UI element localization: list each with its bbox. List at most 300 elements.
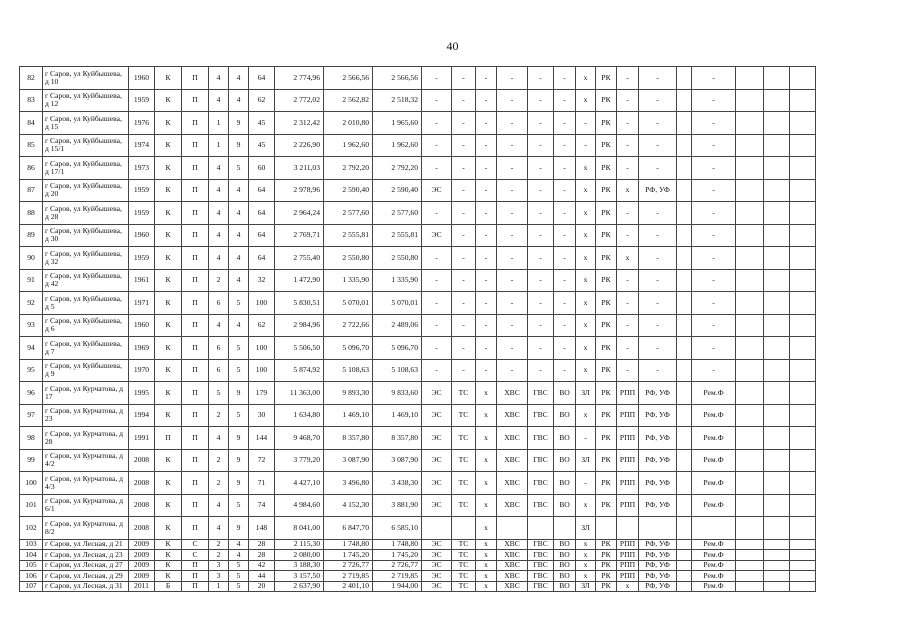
cell-floor-type: П (182, 134, 209, 157)
cell-extra-4 (790, 449, 816, 472)
cell-floors: 9 (229, 472, 249, 495)
cell-row-number: 96 (20, 382, 43, 405)
cell-extra-1 (677, 359, 692, 382)
cell-electric: - (422, 112, 452, 135)
cell-heating: - (452, 314, 476, 337)
cell-repair-fund: - (692, 202, 736, 225)
cell-heating: - (452, 337, 476, 360)
cell-extra-2 (736, 449, 764, 472)
cell-gas: - (476, 112, 497, 135)
cell-chute: - (576, 134, 596, 157)
cell-residential-area: 2 719,85 (373, 571, 422, 582)
cell-sewage: - (554, 112, 576, 135)
cell-cold-water: ХВС (497, 472, 528, 495)
cell-floors: 4 (229, 224, 249, 247)
cell-extra-3 (764, 269, 790, 292)
cell-address: г Саров, ул Лесная, д 31 (43, 581, 129, 592)
cell-extra-2 (736, 382, 764, 405)
cell-residential-area: 3 438,30 (373, 472, 422, 495)
cell-electric: ЭС (422, 427, 452, 450)
cell-chute: x (576, 359, 596, 382)
cell-cold-water: - (497, 314, 528, 337)
cell-equipment: - (639, 112, 677, 135)
cell-elevator: РПП (617, 404, 639, 427)
cell-extra-2 (736, 314, 764, 337)
cell-total-area: 2 984,96 (275, 314, 324, 337)
cell-extra-1 (677, 581, 692, 592)
cell-row-number: 82 (20, 67, 43, 90)
cell-residential-area: 2 577,60 (373, 202, 422, 225)
cell-apartments: 144 (249, 427, 275, 450)
cell-cold-water: ХВС (497, 581, 528, 592)
cell-elevator: - (617, 112, 639, 135)
cell-extra-4 (790, 359, 816, 382)
cell-electric: ЭС (422, 404, 452, 427)
cell-extra-1 (677, 517, 692, 540)
cell-extra-3 (764, 314, 790, 337)
cell-wall-material: К (155, 157, 182, 180)
table-row (20, 571, 816, 582)
cell-total-area: 2 312,42 (275, 112, 324, 135)
cell-extra-2 (736, 112, 764, 135)
cell-extra-2 (736, 337, 764, 360)
cell-row-number: 87 (20, 179, 43, 202)
cell-electric: ЭС (422, 449, 452, 472)
cell-hot-water: - (528, 67, 554, 90)
cell-gas: x (476, 494, 497, 517)
cell-extra-4 (790, 314, 816, 337)
cell-floors: 5 (229, 292, 249, 315)
cell-heating: ТС (452, 550, 476, 561)
cell-living-area: 2 590,40 (324, 179, 373, 202)
cell-residential-area: 1 962,60 (373, 134, 422, 157)
cell-equipment: - (639, 134, 677, 157)
cell-floors: 9 (229, 449, 249, 472)
cell-extra-4 (790, 550, 816, 561)
cell-gas: - (476, 179, 497, 202)
cell-roof: РК (596, 157, 617, 180)
cell-extra-4 (790, 494, 816, 517)
cell-living-area: 1 748,80 (324, 539, 373, 550)
cell-row-number: 105 (20, 560, 43, 571)
table-row (20, 247, 816, 270)
cell-hot-water: ГВС (528, 571, 554, 582)
cell-extra-4 (790, 224, 816, 247)
cell-electric: ЭС (422, 494, 452, 517)
cell-roof: РК (596, 89, 617, 112)
table-row (20, 337, 816, 360)
cell-residential-area: 2 792,20 (373, 157, 422, 180)
cell-gas: x (476, 449, 497, 472)
cell-hot-water: ГВС (528, 539, 554, 550)
cell-extra-4 (790, 67, 816, 90)
cell-repair-fund: - (692, 112, 736, 135)
cell-electric: - (422, 202, 452, 225)
cell-electric: - (422, 134, 452, 157)
cell-gas: - (476, 134, 497, 157)
cell-row-number: 103 (20, 539, 43, 550)
cell-floor-type: П (182, 382, 209, 405)
cell-elevator: - (617, 202, 639, 225)
table-row (20, 494, 816, 517)
cell-heating: - (452, 269, 476, 292)
cell-equipment: - (639, 157, 677, 180)
cell-total-area: 3 211,03 (275, 157, 324, 180)
cell-equipment: РФ, УФ (639, 550, 677, 561)
cell-floors: 5 (229, 581, 249, 592)
cell-floors: 9 (229, 134, 249, 157)
cell-electric: ЭС (422, 179, 452, 202)
cell-electric: - (422, 247, 452, 270)
cell-elevator (617, 517, 639, 540)
cell-heating: ТС (452, 382, 476, 405)
cell-wall-material: К (155, 571, 182, 582)
cell-row-number: 89 (20, 224, 43, 247)
cell-apartments: 30 (249, 404, 275, 427)
cell-extra-3 (764, 581, 790, 592)
cell-elevator: РПП (617, 427, 639, 450)
cell-build-year: 2008 (129, 494, 155, 517)
cell-apartments: 28 (249, 550, 275, 561)
cell-sewage: ВО (554, 494, 576, 517)
cell-extra-3 (764, 202, 790, 225)
cell-entrances: 4 (209, 247, 229, 270)
cell-extra-2 (736, 494, 764, 517)
cell-hot-water: - (528, 247, 554, 270)
cell-total-area: 11 363,00 (275, 382, 324, 405)
cell-electric: - (422, 67, 452, 90)
cell-hot-water: - (528, 134, 554, 157)
cell-wall-material: К (155, 134, 182, 157)
cell-extra-2 (736, 472, 764, 495)
cell-living-area: 2 401,10 (324, 581, 373, 592)
cell-floors: 4 (229, 67, 249, 90)
cell-roof (596, 517, 617, 540)
cell-extra-4 (790, 292, 816, 315)
cell-gas: x (476, 571, 497, 582)
cell-sewage: ВО (554, 571, 576, 582)
cell-electric: ЭС (422, 539, 452, 550)
cell-gas: x (476, 472, 497, 495)
cell-wall-material: К (155, 67, 182, 90)
cell-equipment: РФ, УФ (639, 449, 677, 472)
cell-living-area: 1 335,90 (324, 269, 373, 292)
cell-wall-material: К (155, 247, 182, 270)
table-row (20, 449, 816, 472)
cell-equipment: - (639, 359, 677, 382)
cell-gas: - (476, 247, 497, 270)
cell-entrances: 4 (209, 314, 229, 337)
table-row (20, 382, 816, 405)
cell-gas: - (476, 157, 497, 180)
cell-living-area: 5 096,70 (324, 337, 373, 360)
cell-address: г Саров, ул Куйбышева, д 15 (43, 112, 129, 135)
cell-floor-type: П (182, 449, 209, 472)
cell-floor-type: П (182, 202, 209, 225)
cell-address: г Саров, ул Курчатова, д 4/2 (43, 449, 129, 472)
cell-extra-1 (677, 550, 692, 561)
cell-repair-fund: - (692, 337, 736, 360)
cell-row-number: 97 (20, 404, 43, 427)
cell-row-number: 104 (20, 550, 43, 561)
cell-extra-2 (736, 269, 764, 292)
cell-total-area: 2 964,24 (275, 202, 324, 225)
table-row (20, 581, 816, 592)
cell-chute: x (576, 404, 596, 427)
cell-cold-water: ХВС (497, 449, 528, 472)
table-row (20, 560, 816, 571)
cell-extra-3 (764, 494, 790, 517)
cell-build-year: 2009 (129, 571, 155, 582)
cell-residential-area: 8 357,80 (373, 427, 422, 450)
cell-elevator: x (617, 581, 639, 592)
cell-extra-1 (677, 89, 692, 112)
cell-apartments: 64 (249, 67, 275, 90)
cell-repair-fund: Рем.Ф (692, 571, 736, 582)
cell-total-area: 2 226,90 (275, 134, 324, 157)
cell-residential-area: 3 087,90 (373, 449, 422, 472)
cell-floor-type: П (182, 269, 209, 292)
cell-gas: - (476, 314, 497, 337)
cell-living-area: 2 010,80 (324, 112, 373, 135)
cell-equipment: РФ, УФ (639, 571, 677, 582)
cell-equipment: - (639, 337, 677, 360)
cell-entrances: 4 (209, 157, 229, 180)
cell-wall-material: К (155, 202, 182, 225)
cell-row-number: 92 (20, 292, 43, 315)
cell-wall-material: К (155, 292, 182, 315)
cell-wall-material: К (155, 337, 182, 360)
cell-sewage: - (554, 224, 576, 247)
cell-wall-material: К (155, 382, 182, 405)
cell-heating: - (452, 112, 476, 135)
cell-row-number: 99 (20, 449, 43, 472)
cell-repair-fund: - (692, 292, 736, 315)
cell-address: г Саров, ул Курчатова, д 17 (43, 382, 129, 405)
cell-entrances: 6 (209, 337, 229, 360)
cell-residential-area: 1 748,80 (373, 539, 422, 550)
cell-floor-type: С (182, 550, 209, 561)
cell-extra-2 (736, 539, 764, 550)
cell-living-area: 8 357,80 (324, 427, 373, 450)
cell-wall-material: К (155, 517, 182, 540)
cell-equipment: РФ, УФ (639, 427, 677, 450)
cell-heating: ТС (452, 427, 476, 450)
cell-gas: x (476, 404, 497, 427)
cell-entrances: 1 (209, 112, 229, 135)
cell-hot-water: - (528, 314, 554, 337)
cell-row-number: 102 (20, 517, 43, 540)
cell-floor-type: П (182, 112, 209, 135)
cell-hot-water: ГВС (528, 427, 554, 450)
cell-extra-3 (764, 337, 790, 360)
cell-extra-3 (764, 517, 790, 540)
table-row (20, 89, 816, 112)
cell-entrances: 2 (209, 550, 229, 561)
cell-address: г Саров, ул Лесная, д 23 (43, 550, 129, 561)
cell-entrances: 4 (209, 224, 229, 247)
cell-roof: РК (596, 494, 617, 517)
cell-extra-1 (677, 337, 692, 360)
cell-residential-area: 1 965,60 (373, 112, 422, 135)
cell-floors: 9 (229, 517, 249, 540)
cell-address: г Саров, ул Куйбышева, д 15/1 (43, 134, 129, 157)
cell-extra-4 (790, 382, 816, 405)
cell-extra-1 (677, 179, 692, 202)
cell-floors: 9 (229, 112, 249, 135)
cell-heating: ТС (452, 494, 476, 517)
cell-electric: - (422, 337, 452, 360)
cell-entrances: 2 (209, 404, 229, 427)
cell-electric: ЭС (422, 581, 452, 592)
cell-residential-area: 2 566,56 (373, 67, 422, 90)
cell-floor-type: П (182, 359, 209, 382)
cell-sewage: - (554, 337, 576, 360)
cell-electric: - (422, 269, 452, 292)
table-row (20, 404, 816, 427)
cell-repair-fund: - (692, 179, 736, 202)
cell-extra-3 (764, 89, 790, 112)
cell-roof: РК (596, 427, 617, 450)
cell-wall-material: К (155, 359, 182, 382)
cell-extra-1 (677, 247, 692, 270)
cell-address: г Саров, ул Куйбышева, д 20 (43, 179, 129, 202)
cell-chute: x (576, 550, 596, 561)
cell-floor-type: П (182, 404, 209, 427)
cell-apartments: 32 (249, 269, 275, 292)
cell-row-number: 90 (20, 247, 43, 270)
cell-living-area: 2 566,56 (324, 67, 373, 90)
cell-repair-fund (692, 517, 736, 540)
cell-build-year: 1971 (129, 292, 155, 315)
cell-cold-water: - (497, 134, 528, 157)
cell-living-area: 4 152,30 (324, 494, 373, 517)
cell-extra-4 (790, 112, 816, 135)
cell-heating: - (452, 292, 476, 315)
cell-build-year: 1970 (129, 359, 155, 382)
cell-equipment: РФ, УФ (639, 494, 677, 517)
cell-chute: - (576, 427, 596, 450)
cell-electric: ЭС (422, 560, 452, 571)
cell-total-area: 3 157,50 (275, 571, 324, 582)
cell-extra-4 (790, 202, 816, 225)
cell-cold-water: - (497, 359, 528, 382)
cell-row-number: 88 (20, 202, 43, 225)
cell-heating: - (452, 224, 476, 247)
cell-floor-type: П (182, 560, 209, 571)
cell-roof: РК (596, 247, 617, 270)
cell-wall-material: К (155, 449, 182, 472)
cell-heating: - (452, 89, 476, 112)
cell-extra-1 (677, 112, 692, 135)
cell-extra-2 (736, 134, 764, 157)
cell-residential-area: 1 944,00 (373, 581, 422, 592)
cell-roof: РК (596, 337, 617, 360)
cell-total-area: 1 472,90 (275, 269, 324, 292)
cell-extra-2 (736, 247, 764, 270)
cell-row-number: 94 (20, 337, 43, 360)
cell-equipment: РФ, УФ (639, 581, 677, 592)
cell-extra-1 (677, 157, 692, 180)
cell-extra-4 (790, 179, 816, 202)
cell-roof: РК (596, 224, 617, 247)
cell-sewage: - (554, 179, 576, 202)
table-row (20, 134, 816, 157)
cell-heating (452, 517, 476, 540)
cell-residential-area: 5 096,70 (373, 337, 422, 360)
cell-build-year: 1973 (129, 157, 155, 180)
cell-repair-fund: Рем.Ф (692, 449, 736, 472)
cell-extra-3 (764, 550, 790, 561)
table-row (20, 202, 816, 225)
cell-elevator: - (617, 67, 639, 90)
cell-heating: - (452, 67, 476, 90)
cell-gas: - (476, 224, 497, 247)
cell-apartments: 60 (249, 157, 275, 180)
cell-residential-area: 3 881,90 (373, 494, 422, 517)
cell-floor-type: П (182, 571, 209, 582)
cell-wall-material: К (155, 269, 182, 292)
cell-electric: ЭС (422, 224, 452, 247)
cell-chute: x (576, 247, 596, 270)
cell-electric: - (422, 314, 452, 337)
cell-row-number: 86 (20, 157, 43, 180)
cell-hot-water: ГВС (528, 449, 554, 472)
cell-electric: - (422, 359, 452, 382)
table-row (20, 472, 816, 495)
cell-extra-2 (736, 404, 764, 427)
cell-cold-water: ХВС (497, 382, 528, 405)
cell-row-number: 93 (20, 314, 43, 337)
cell-build-year: 1961 (129, 269, 155, 292)
cell-floors: 4 (229, 314, 249, 337)
cell-entrances: 1 (209, 134, 229, 157)
cell-living-area: 1 469,10 (324, 404, 373, 427)
cell-repair-fund: Рем.Ф (692, 427, 736, 450)
cell-elevator: РПП (617, 472, 639, 495)
cell-extra-1 (677, 292, 692, 315)
cell-floor-type: П (182, 427, 209, 450)
cell-residential-area: 2 489,06 (373, 314, 422, 337)
cell-floors: 4 (229, 550, 249, 561)
cell-sewage: - (554, 269, 576, 292)
cell-build-year: 1976 (129, 112, 155, 135)
cell-address: г Саров, ул Лесная, д 29 (43, 571, 129, 582)
cell-extra-1 (677, 269, 692, 292)
cell-residential-area: 5 070,01 (373, 292, 422, 315)
table-row (20, 292, 816, 315)
cell-extra-2 (736, 202, 764, 225)
cell-hot-water: ГВС (528, 550, 554, 561)
cell-floor-type: П (182, 157, 209, 180)
cell-repair-fund: Рем.Ф (692, 550, 736, 561)
cell-extra-4 (790, 337, 816, 360)
cell-repair-fund: - (692, 269, 736, 292)
table-row (20, 550, 816, 561)
cell-roof: РК (596, 134, 617, 157)
cell-row-number: 83 (20, 89, 43, 112)
cell-extra-2 (736, 89, 764, 112)
cell-gas: - (476, 292, 497, 315)
cell-living-area: 5 108,63 (324, 359, 373, 382)
cell-repair-fund: - (692, 314, 736, 337)
cell-entrances: 4 (209, 494, 229, 517)
cell-address: г Саров, ул Лесная, д 21 (43, 539, 129, 550)
cell-residential-area: 1 335,90 (373, 269, 422, 292)
cell-extra-2 (736, 179, 764, 202)
cell-hot-water: - (528, 269, 554, 292)
cell-apartments: 62 (249, 89, 275, 112)
